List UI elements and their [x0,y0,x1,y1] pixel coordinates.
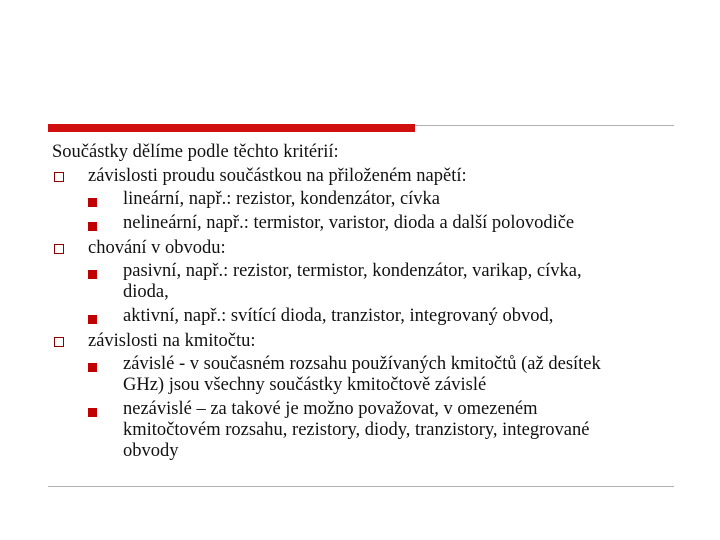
hollow-square-bullet-icon [54,337,64,347]
bottom-divider-line [48,486,674,487]
title-accent-bar [48,124,415,132]
solid-square-bullet-icon [88,198,97,207]
criterion-item [52,329,672,353]
hollow-square-bullet-icon [54,172,64,182]
solid-square-bullet-icon [88,408,97,417]
sub-item-text: nezávislé – za takové je možno považovat, v omezeném kmitočtovém rozsahu, rezistory, diody, tranzistory, integrované obvody [123,399,590,461]
slide-body [52,140,672,464]
sub-item [88,212,672,236]
criterion-item [52,164,672,188]
hollow-square-bullet-icon [54,244,64,254]
sub-item-text: aktivní, např.: svítící dioda, tranzistor, integrovaný obvod, [123,306,554,326]
criterion-label: závislosti na kmitočtu: [88,331,256,351]
sub-item-text: závislé - v současném rozsahu používaných kmitočtů (až desítek GHz) jsou všechny součástky kmitočtově závislé [123,354,601,395]
solid-square-bullet-icon [88,270,97,279]
sub-item [88,398,672,464]
sub-item-text: lineární, např.: rezistor, kondenzátor, cívka [123,189,441,209]
intro-text: Součástky dělíme podle těchto kritérií: [52,142,339,162]
sub-item [88,188,672,212]
criterion-item [52,236,672,260]
sub-item-text: pasivní, např.: rezistor, termistor, kondenzátor, varikap, cívka, dioda, [123,261,582,302]
criterion-label: závislosti proudu součástkou na přiloženém napětí: [88,166,467,186]
solid-square-bullet-icon [88,222,97,231]
sub-item [88,260,672,305]
criterion-label: chování v obvodu: [88,238,226,258]
solid-square-bullet-icon [88,363,97,372]
sub-item-text: nelineární, např.: termistor, varistor, dioda a další polovodiče [123,213,575,233]
sub-item [88,353,672,398]
solid-square-bullet-icon [88,315,97,324]
sub-item [88,305,672,329]
